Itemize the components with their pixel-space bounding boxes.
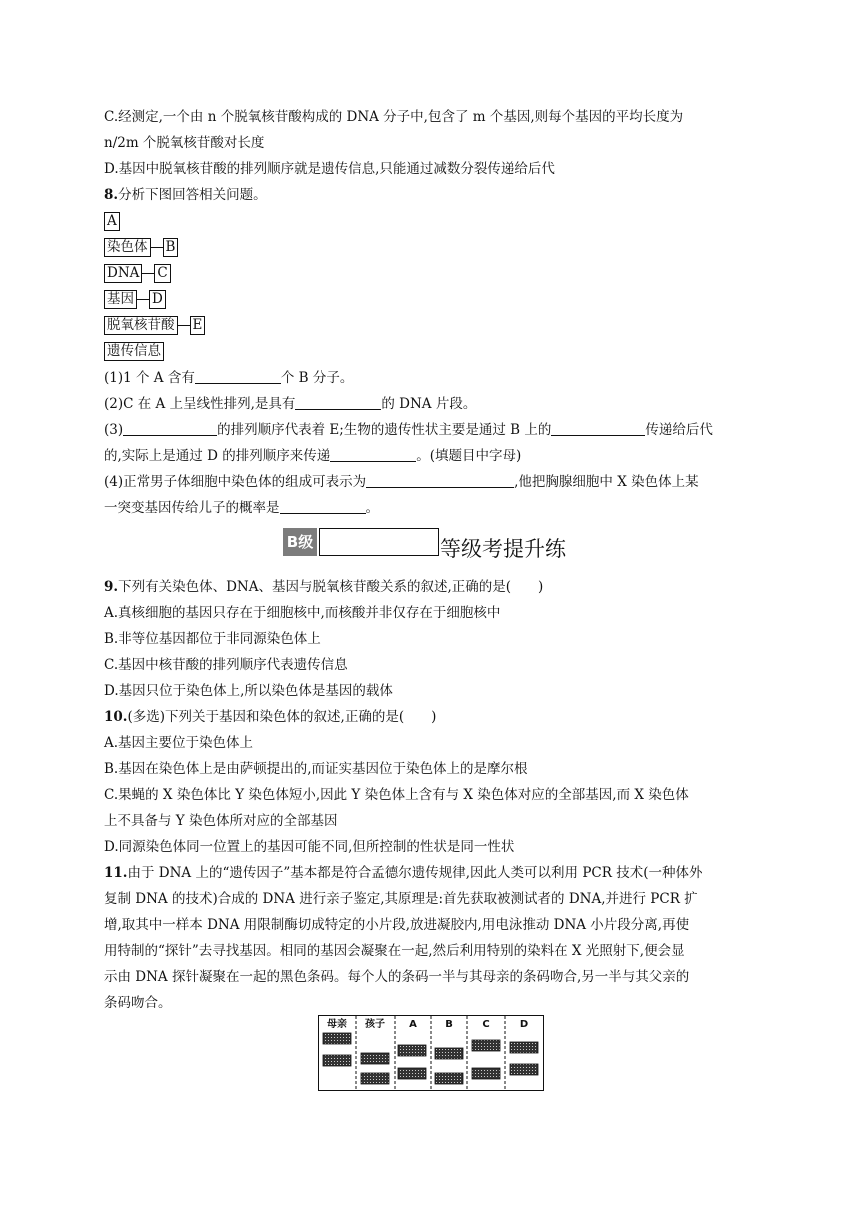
- answer-blank[interactable]: [195, 369, 281, 384]
- band: [435, 1048, 463, 1059]
- question-text: 分析下图回答相关问题。: [118, 187, 267, 203]
- question-8-part-1: (1)1 个 A 含有 个 B 分子。: [104, 370, 354, 386]
- band: [323, 1055, 351, 1066]
- level-banner-box: [319, 528, 439, 556]
- question-10-option-d: D.同源染色体同一位置上的基因可能不同,但所控制的性状是同一性状: [104, 839, 515, 855]
- question-9-option-d: D.基因只位于染色体上,所以染色体是基因的载体: [104, 683, 393, 699]
- diagram-box-b: B: [163, 238, 179, 257]
- diagram-row-nucleotide: [104, 316, 205, 335]
- question-9-option-c: C.基因中核苷酸的排列顺序代表遗传信息: [104, 657, 348, 673]
- question-11-line-1: 11.由于 DNA 上的“遗传因子”基本都是符合孟德尔遗传规律,因此人类可以利用 PCR 技术(一种体外: [104, 865, 703, 881]
- question-number: 8.: [104, 187, 119, 203]
- band: [323, 1033, 351, 1044]
- dna-barcode-figure: [318, 1015, 544, 1091]
- band: [398, 1068, 426, 1079]
- band: [510, 1064, 538, 1075]
- diagram-box-genetic-info: 遗传信息: [104, 342, 164, 361]
- diagram-box-gene: 基因: [104, 290, 137, 309]
- figure-header-b: B: [445, 1019, 453, 1030]
- question-11-line-3: 增,取其中一样本 DNA 用限制酶切成特定的小片段,放进凝胶内,用电泳推动 DNA 小片段分离,再使: [104, 917, 690, 933]
- band: [398, 1045, 426, 1056]
- band: [361, 1053, 389, 1064]
- answer-blank[interactable]: [295, 395, 381, 410]
- diagram-row-gene: [104, 290, 166, 309]
- diagram-box-e: E: [190, 316, 206, 335]
- diagram-row-a: [104, 212, 120, 231]
- figure-header-a: A: [409, 1019, 417, 1030]
- question-8-part-2: (2)C 在 A 上呈线性排列,是具有 的 DNA 片段。: [104, 396, 477, 412]
- figure-header-child: 孩子: [365, 1019, 385, 1030]
- question-8-part-3-line-1: (3) 的排列顺序代表着 E;生物的遗传性状主要是通过 B 上的 传递给后代: [104, 422, 713, 438]
- band: [435, 1073, 463, 1084]
- option-c-line-2: n/2m 个脱氧核苷酸对长度: [104, 135, 265, 151]
- diagram-row-genetic-info: [104, 342, 164, 361]
- question-9-stem: 9.下列有关染色体、DNA、基因与脱氧核苷酸关系的叙述,正确的是( ): [104, 579, 544, 595]
- question-8-part-3-line-2: 的,实际上是通过 D 的排列顺序来传递 。(填题目中字母): [104, 448, 522, 464]
- question-11-line-4: 用特制的“探针”去寻找基因。相同的基因会凝聚在一起,然后利用特别的染料在 X 光照射下,便会显: [104, 943, 685, 959]
- question-10-option-a: A.基因主要位于染色体上: [104, 735, 254, 751]
- answer-blank[interactable]: [280, 499, 366, 514]
- diagram-row-chromosome: [104, 238, 178, 257]
- answer-blank[interactable]: [366, 473, 514, 488]
- diagram-box-a: A: [104, 212, 120, 231]
- diagram-row-dna: [104, 264, 171, 283]
- option-d-line: D.基因中脱氧核苷酸的排列顺序就是遗传信息,只能通过减数分裂传递给后代: [104, 161, 555, 177]
- diagram-box-c: C: [154, 264, 170, 283]
- question-8-part-4-line-2: 一突变基因传给儿子的概率是 。: [104, 500, 379, 516]
- band: [510, 1042, 538, 1053]
- band: [472, 1040, 500, 1051]
- diagram-box-nucleotide: 脱氧核苷酸: [104, 316, 178, 335]
- question-10-option-b: B.基因在染色体上是由萨顿提出的,而证实基因位于染色体上的是摩尔根: [104, 761, 528, 777]
- figure-header-mother: 母亲: [327, 1019, 347, 1030]
- answer-blank[interactable]: [330, 447, 416, 462]
- section-title: 等级考提升练: [440, 537, 566, 561]
- answer-blank[interactable]: [551, 421, 645, 436]
- diagram-box-chromosome: 染色体: [104, 238, 151, 257]
- answer-blank[interactable]: [123, 421, 217, 436]
- diagram-box-dna: DNA: [104, 264, 142, 283]
- band: [472, 1068, 500, 1079]
- question-9-option-a: A.真核细胞的基因只存在于细胞核中,而核酸并非仅存在于细胞核中: [104, 605, 501, 621]
- figure-header-c: C: [482, 1019, 490, 1030]
- question-9-option-b: B.非等位基因都位于非同源染色体上: [104, 631, 321, 647]
- question-10-stem: 10.(多选)下列关于基因和染色体的叙述,正确的是( ): [104, 709, 437, 725]
- question-11-line-2: 复制 DNA 的技术)合成的 DNA 进行亲子鉴定,其原理是:首先获取被测试者的 DNA,并进行 PCR 扩: [104, 891, 698, 907]
- question-8-part-4-line-1: (4)正常男子体细胞中染色体的组成可表示为 ,他把胸腺细胞中 X 染色体上某: [104, 474, 699, 490]
- level-badge: B级: [283, 528, 317, 556]
- option-c-line-1: C.经测定,一个由 n 个脱氧核苷酸构成的 DNA 分子中,包含了 m 个基因,则每个基因的平均长度为: [104, 109, 684, 125]
- diagram-box-d: D: [149, 290, 166, 309]
- question-10-option-c-line-2: 上不具备与 Y 染色体所对应的全部基因: [104, 813, 338, 829]
- question-8-stem: [104, 186, 267, 204]
- band: [361, 1073, 389, 1084]
- question-11-line-6: 条码吻合。: [104, 995, 172, 1011]
- figure-header-d: D: [519, 1019, 529, 1030]
- question-10-option-c-line-1: C.果蝇的 X 染色体比 Y 染色体短小,因此 Y 染色体上含有与 X 染色体对应的全部基因,而 X 染色体: [104, 787, 689, 803]
- question-11-line-5: 示由 DNA 探针凝聚在一起的黑色条码。每个人的条码一半与其母亲的条码吻合,另一半与其父亲的: [104, 969, 690, 985]
